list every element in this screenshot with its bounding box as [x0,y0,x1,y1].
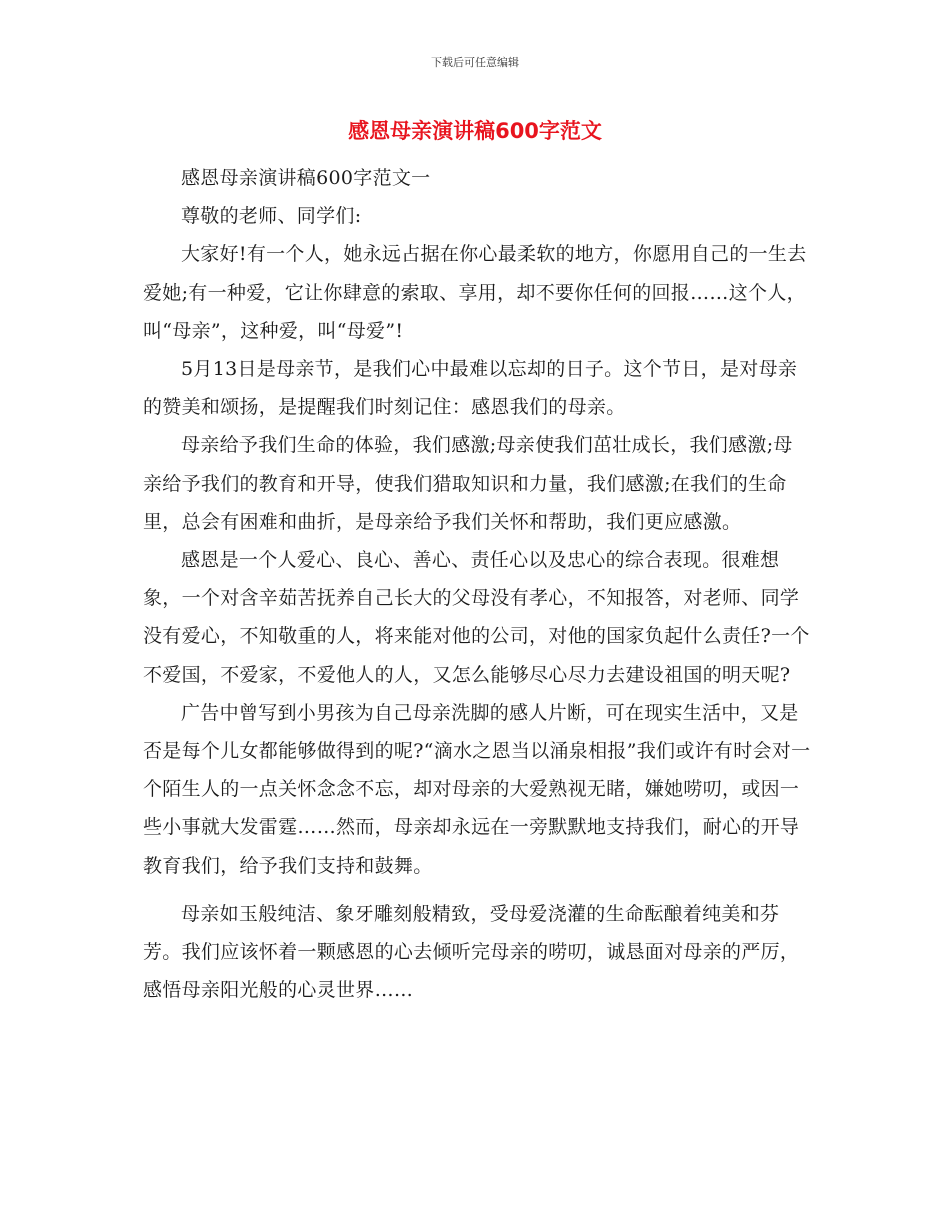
salutation-paragraph: 尊敬的老师、同学们: [181,205,362,228]
body-paragraph: 感恩是一个人爱心、良心、善心、责任心以及忠心的综合表现。很难想象，一个对含辛茹苦抚养自己长大的父母没有孝心，不知报答，对老师、同学没有爱心，不知敬重的人，将来能对他的公司，对他的国家负起什么责任?一个不爱国，不爱家，不爱他人的人，又怎么能够尽心尽力去建设祖国的明天呢? [143,549,810,686]
body-paragraph: 5月13日是母亲节，是我们心中最难以忘却的日子。这个节日，是对母亲的赞美和颂扬，是提醒我们时刻记住：感恩我们的母亲。 [143,358,798,419]
document-body [143,159,811,1009]
body-paragraph: 母亲如玉般纯洁、象牙雕刻般精致，受母爱浇灌的生命酝酿着纯美和芬芳。我们应该怀着一颗感恩的心去倾听完母亲的唠叨，诚恳面对母亲的严厉，感悟母亲阳光般的心灵世界…… [143,902,800,1002]
body-paragraph: 大家好!有一个人，她永远占据在你心最柔软的地方，你愿用自己的一生去爱她;有一种爱，它让你肆意的索取、享用，却不要你任何的回报……这个人，叫“母亲”，这种爱，叫“母爱”! [143,243,807,342]
document-title: 感恩母亲演讲稿600字范文 [348,119,602,143]
body-paragraph: 广告中曾写到小男孩为自己母亲洗脚的感人片断，可在现实生活中，又是否是每个儿女都能够做得到的呢?“滴水之恩当以涌泉相报”我们或许有时会对一个陌生人的一点关怀念念不忘，却对母亲的大爱熟视无睹，嫌她唠叨，或因一些小事就大发雷霆……然而，母亲却永远在一旁默默地支持我们，耐心的开导教育我们，给予我们支持和鼓舞。 [143,701,811,877]
header-note: 下载后可任意编辑 [431,56,519,69]
body-paragraph: 母亲给予我们生命的体验，我们感激;母亲使我们茁壮成长，我们感激;母亲给予我们的教育和开导，使我们猎取知识和力量，我们感激;在我们的生命里，总会有困难和曲折，是母亲给予我们关怀和帮助，我们更应感激。 [143,434,793,533]
subtitle-paragraph: 感恩母亲演讲稿600字范文一 [181,167,431,189]
